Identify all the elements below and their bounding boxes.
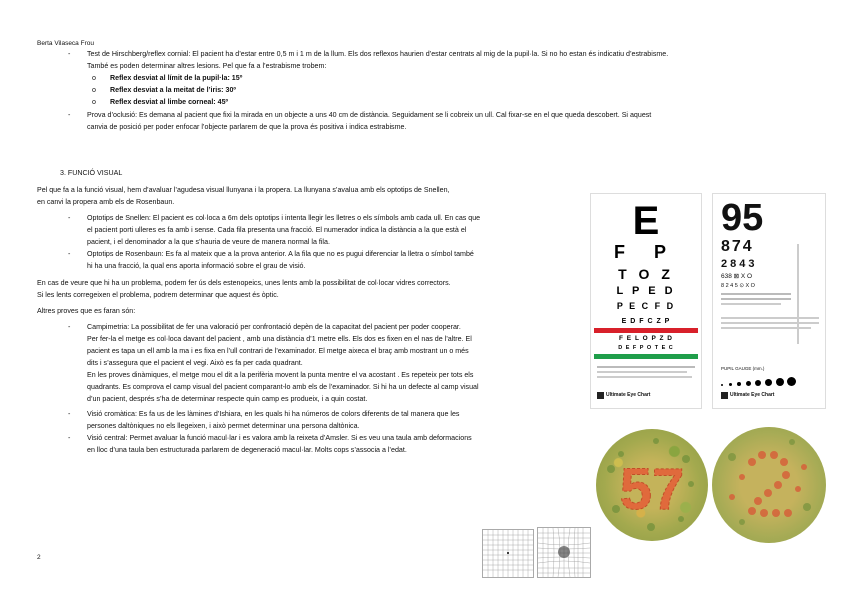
page-number: 2 bbox=[37, 554, 41, 561]
bullet-item: Reflex desviat al limbe corneal: 45º bbox=[110, 98, 229, 106]
ishihara-plate-2 bbox=[712, 427, 826, 543]
brand-label: Ultimate Eye Chart bbox=[730, 392, 775, 398]
rosenbaum-row: 638 ⊠ X O bbox=[721, 273, 753, 280]
fine-print-line bbox=[721, 322, 819, 324]
brand-logo-icon bbox=[721, 392, 728, 399]
fine-print-line bbox=[721, 327, 811, 329]
snellen-row: E bbox=[632, 199, 660, 243]
fine-print-line bbox=[721, 317, 819, 319]
ishihara-dots-svg bbox=[712, 427, 826, 543]
pupil-gauge-label: PUPIL GAUGE (mm.) bbox=[721, 366, 765, 371]
brand-label: Ultimate Eye Chart bbox=[606, 392, 651, 398]
amsler-grid-normal bbox=[482, 529, 534, 578]
fine-print-line bbox=[597, 371, 687, 373]
rosenbaum-row: 874 bbox=[721, 238, 754, 255]
snellen-chart-image bbox=[590, 193, 702, 409]
campimetria-text: quadrants. Es comprova el camp visual del pacient comparant-lo amb els de l’examinador. Si hi ha un defecte al camp visual bbox=[87, 383, 479, 391]
section-title: 3. FUNCIÓ VISUAL bbox=[60, 169, 123, 177]
fine-print-line bbox=[721, 303, 781, 305]
campimetria-text: Campimetria: La possibilitat de fer una valoració per confrontació depèn de la capacitat del pacient per poder cooperar. bbox=[87, 323, 461, 331]
snellen-text: Optotips de Snellen: El pacient es col·loca a 6m dels optotips i intenta llegir les lletres o els símbols amb cada ull. En cas que bbox=[87, 214, 481, 222]
fine-print-line bbox=[597, 376, 692, 378]
snellen-text: el pacient porti ulleres es fa amb i sense. Cada fila presenta una fracció. El numerador indica la distància a la que està el bbox=[87, 226, 467, 234]
rosenbaum-row: 8 2 4 5 ⊙ X O bbox=[721, 283, 755, 289]
list-dash: - bbox=[68, 434, 71, 442]
intro-text-2: en canvi la propera amb els de Rosenbaun. bbox=[37, 198, 175, 206]
fine-print-line bbox=[597, 366, 695, 368]
problem-text: En cas de veure que hi ha un problema, podem fer ús dels estenopeics, unes lents amb la possibilitat de col·locar vidres correctors. bbox=[37, 279, 451, 287]
rosenbaun-text: hi ha una fracció, la qual ens aporta informació sobre el grau de visió. bbox=[87, 262, 306, 270]
pupil-gauge-dots bbox=[721, 373, 796, 391]
snellen-row: P E C F D bbox=[616, 301, 676, 311]
campimetria-text: dits i s’assegura que el pacient el vegi. Això es fa per cada quadrant. bbox=[87, 359, 303, 367]
ishihara-number: 57 bbox=[619, 457, 685, 522]
cromatica-text: Visió cromàtica: Es fa us de les làmines d’Ishiara, en les quals hi ha números de colors diferents de tal manera que les bbox=[87, 410, 460, 418]
central-text: Visió central: Permet avaluar la funció macul·lar i es valora amb la reixeta d’Amsler. Si es veu una taula amb deformacions bbox=[87, 434, 472, 442]
list-dash: - bbox=[68, 323, 71, 331]
snellen-row: F E L O P Z D bbox=[619, 335, 673, 342]
rosenbaum-row: 2843 bbox=[721, 258, 758, 270]
intro-text: Pel que fa a la funció visual, hem d’avaluar l’agudesa visual llunyana i la propera. La llunyana s’avalua amb els optotips de Snellen, bbox=[37, 186, 450, 194]
green-bar bbox=[594, 354, 698, 359]
cromatica-text: persones daltòniques no els llegeixen, i això permet determinar una persona daltònica. bbox=[87, 422, 360, 430]
fine-print-line bbox=[721, 293, 791, 295]
rosenbaum-chart-image bbox=[712, 193, 826, 409]
list-dash: - bbox=[68, 410, 71, 418]
ishihara-dots-svg bbox=[596, 429, 708, 541]
amsler-grid-distorted bbox=[537, 527, 591, 578]
bullet-item: Reflex desviat al límit de la pupil·la: 15º bbox=[110, 74, 243, 82]
problem-text-2: Si les lents corregeixen el problema, podrem determinar que aquest és òptic. bbox=[37, 291, 279, 299]
central-text: en lloc d’una taula ben estructurada parlarem de degeneració macul·lar. Molts cops s’associa a l’edat. bbox=[87, 446, 407, 454]
snellen-row: D E F P O T E C bbox=[618, 345, 674, 351]
campimetria-text: En les proves dinàmiques, el metge mou el dit a la perifèria movent la punta mentre el va acostant . Es repeteix per tots els bbox=[87, 371, 474, 379]
snellen-row: E D F C Z P bbox=[621, 318, 671, 325]
snellen-text: pacient, i el denominador a la que s’hauria de veure de manera normal la fila. bbox=[87, 238, 330, 246]
snellen-row: F P bbox=[613, 242, 678, 262]
campimetria-text: d’un pacient, després s’ha de determinar respecte quin camp es produeix, i a quin costat. bbox=[87, 395, 368, 403]
bullet-o: o bbox=[92, 74, 96, 82]
bullet-o: o bbox=[92, 86, 96, 94]
bullet-o: o bbox=[92, 98, 96, 106]
author-header: Berta Vilaseca Frou bbox=[37, 40, 94, 47]
hirschberg-text-2: També es poden determinar altres lesions. Pel que fa a l’estrabisme trobem: bbox=[87, 62, 327, 70]
other-tests-text: Altres proves que es faran són: bbox=[37, 307, 136, 315]
list-dash: - bbox=[68, 50, 71, 58]
brand-logo-icon bbox=[597, 392, 604, 399]
list-dash: - bbox=[68, 214, 71, 222]
bullet-item: Reflex desviat a la meitat de l’iris: 30º bbox=[110, 86, 237, 94]
hirschberg-text: Test de Hirschberg/reflex cornial: El pacient ha d’estar entre 0,5 m i 1 m de la llum. Els dos reflexos haurien d’estar centrats al mig de la pupil·la. Si no ho estan és indicatiu d’estrabisme. bbox=[87, 50, 669, 58]
rosenbaum-big: 95 bbox=[721, 197, 764, 239]
ishihara-plate-57 bbox=[596, 429, 708, 541]
rosenbaun-text: Optotips de Rosenbaun: Es fa al mateix que a la prova anterior. A la fila que no es pugui diferenciar la lletra o símbol també bbox=[87, 250, 474, 258]
campimetria-text: Per fer-la el metge es col·loca davant del pacient , amb una distància d’1 metre ells. Els dos es fixen en el nas de l’altre. El bbox=[87, 335, 472, 343]
red-bar bbox=[594, 328, 698, 333]
snellen-row: L P E D bbox=[616, 285, 676, 297]
list-dash: - bbox=[68, 250, 71, 258]
campimetria-text: pacient es tapa un ell amb la ma i es fixa en l’ull contrari de l’examinador. El metge aixeca el braç amb mostrant un o més bbox=[87, 347, 469, 355]
oclusio-text-2: canvia de posició per poder enfocar l’objecte parlarem de que la prova és positiva i indica estrabisme. bbox=[87, 123, 407, 131]
ruler-scale bbox=[797, 244, 799, 344]
snellen-row: T O Z bbox=[618, 266, 674, 282]
list-dash: - bbox=[68, 111, 71, 119]
fine-print-line bbox=[721, 298, 791, 300]
oclusio-text: Prova d’oclusió: Es demana al pacient que fixi la mirada en un objecte a uns 40 cm de distància. Seguidament se li cobreix un ull. Cal fixar-se en el que queda descobert. Si aquest bbox=[87, 111, 652, 119]
